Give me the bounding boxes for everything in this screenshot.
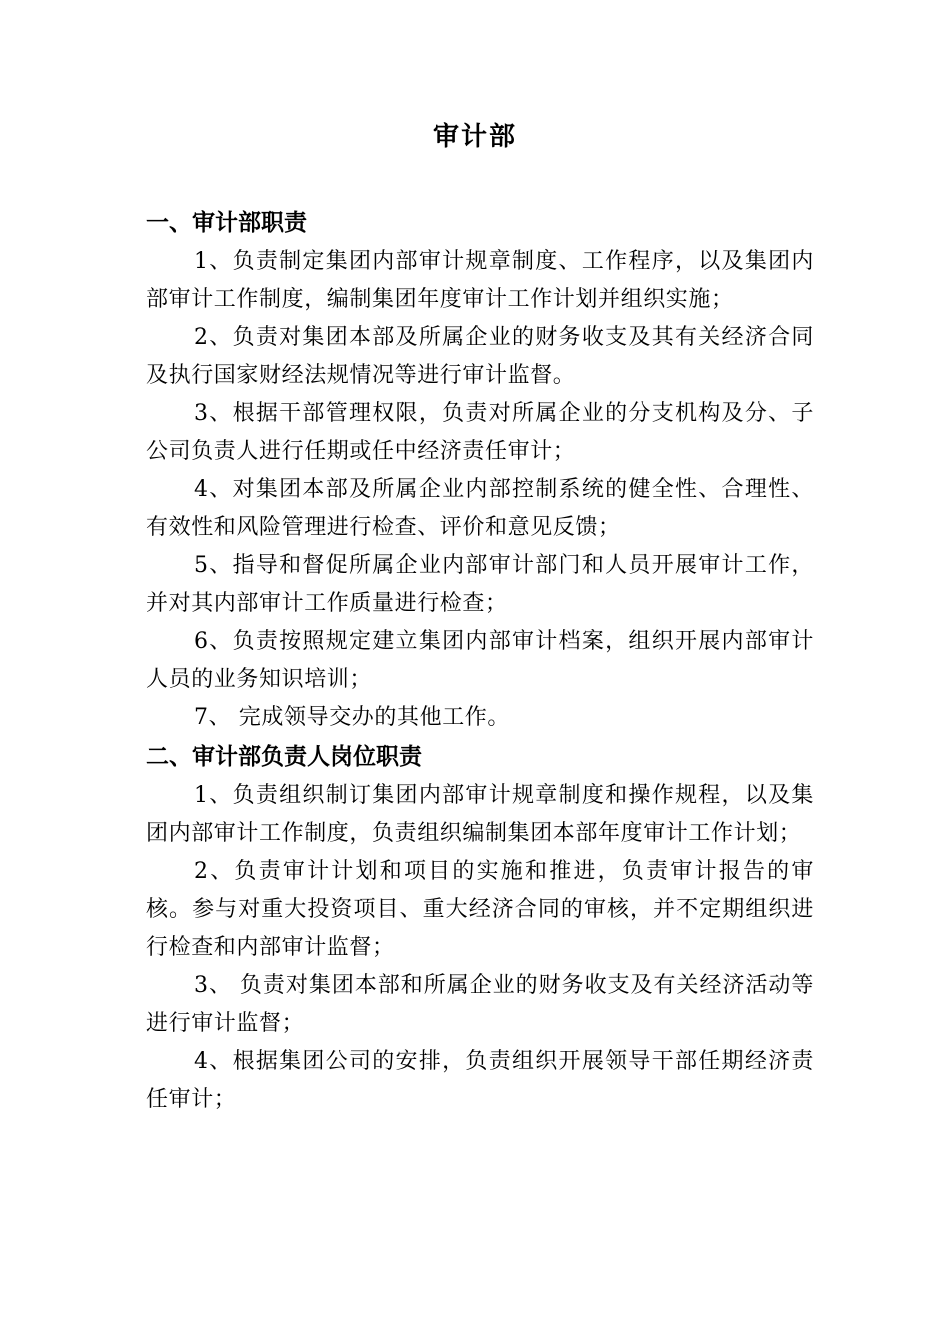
duty-item-7: 7、 完成领导交办的其他工作。 <box>194 705 510 730</box>
head-duty-item-3: 3、 负责对集团本部和所属企业的财务收支及有关经济活动等进行审计监督； <box>146 973 814 1036</box>
duty-item-4: 4、对集团本部及所属企业内部控制系统的健全性、合理性、有效性和风险管理进行检查、评价和意见反馈； <box>146 477 814 540</box>
section-heading-duties: 一、审计部职责 <box>146 210 307 236</box>
duty-item-3: 3、根据干部管理权限，负责对所属企业的分支机构及分、子公司负责人进行任期或任中经济责任审计； <box>146 401 814 464</box>
duty-item-6: 6、负责按照规定建立集团内部审计档案，组织开展内部审计人员的业务知识培训； <box>146 629 814 692</box>
duty-item-2: 2、负责对集团本部及所属企业的财务收支及其有关经济合同及执行国家财经法规情况等进行审计监督。 <box>146 325 814 388</box>
head-duty-item-2: 2、负责审计计划和项目的实施和推进，负责审计报告的审核。参与对重大投资项目、重大经济合同的审核，并不定期组织进行检查和内部审计监督； <box>146 859 814 960</box>
duty-item-1: 1、负责制定集团内部审计规章制度、工作程序，以及集团内部审计工作制度，编制集团年度审计工作计划并组织实施； <box>146 249 814 312</box>
section-heading-head-duties: 二、审计部负责人岗位职责 <box>146 744 422 770</box>
document-body <box>146 203 814 1119</box>
head-duty-item-4: 4、根据集团公司的安排，负责组织开展领导干部任期经济责任审计； <box>146 1049 814 1112</box>
page-title: 审计部 <box>432 122 517 152</box>
duty-item-5: 5、指导和督促所属企业内部审计部门和人员开展审计工作，并对其内部审计工作质量进行检查； <box>146 553 814 616</box>
head-duty-item-1: 1、负责组织制订集团内部审计规章制度和操作规程，以及集团内部审计工作制度，负责组织编制集团本部年度审计工作计划； <box>146 783 814 846</box>
